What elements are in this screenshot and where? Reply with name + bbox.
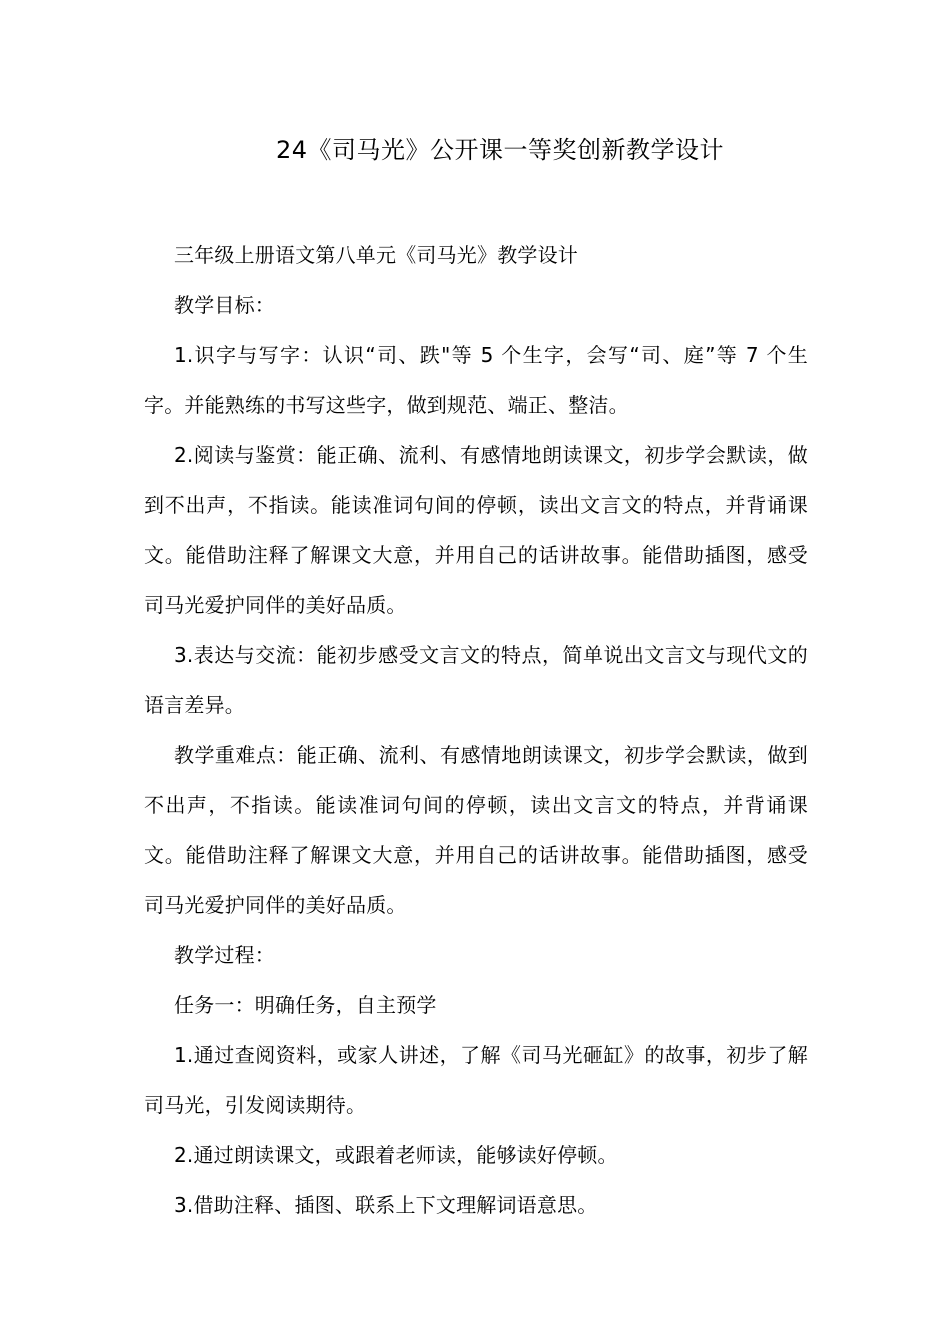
paragraph-objective-2: 2.阅读与鉴赏：能正确、流利、有感情地朗读课文，初步学会默读，做到不出声，不指读。能读准词句间的停顿，读出文言文的特点，并背诵课文。能借助注释了解课文大意，并用自己的话讲故事。能借助插图，感受司马光爱护同伴的美好品质。 [144,443,808,617]
paragraph-process-heading: 教学过程： [174,943,275,967]
paragraph-task-1-step-2: 2.通过朗读课文，或跟着老师读，能够读好停顿。 [174,1143,618,1167]
paragraph-objective-3: 3.表达与交流：能初步感受文言文的特点，简单说出文言文与现代文的语言差异。 [144,643,808,717]
paragraph-task-1-step-1: 1.通过查阅资料，或家人讲述，了解《司马光砸缸》的故事，初步了解司马光，引发阅读期待。 [144,1043,808,1117]
paragraph-key-points: 教学重难点：能正确、流利、有感情地朗读课文，初步学会默读，做到不出声，不指读。能读准词句间的停顿，读出文言文的特点，并背诵课文。能借助注释了解课文大意，并用自己的话讲故事。能借助插图，感受司马光爱护同伴的美好品质。 [144,743,808,917]
paragraph-task-1: 任务一：明确任务，自主预学 [174,993,437,1017]
document-title: 24《司马光》公开课一等奖创新教学设计 [275,136,725,164]
paragraph-objectives-heading: 教学目标： [174,293,275,317]
paragraph-objective-1: 1.识字与写字：认识“司、跌"等 5 个生字，会写“司、庭”等 7 个生字。并能熟练的书写这些字，做到规范、端正、整洁。 [144,343,808,417]
paragraph-subtitle: 三年级上册语文第八单元《司马光》教学设计 [174,243,578,267]
paragraph-task-1-step-3: 3.借助注释、插图、联系上下文理解词语意思。 [174,1193,598,1217]
document-body [144,230,808,1230]
